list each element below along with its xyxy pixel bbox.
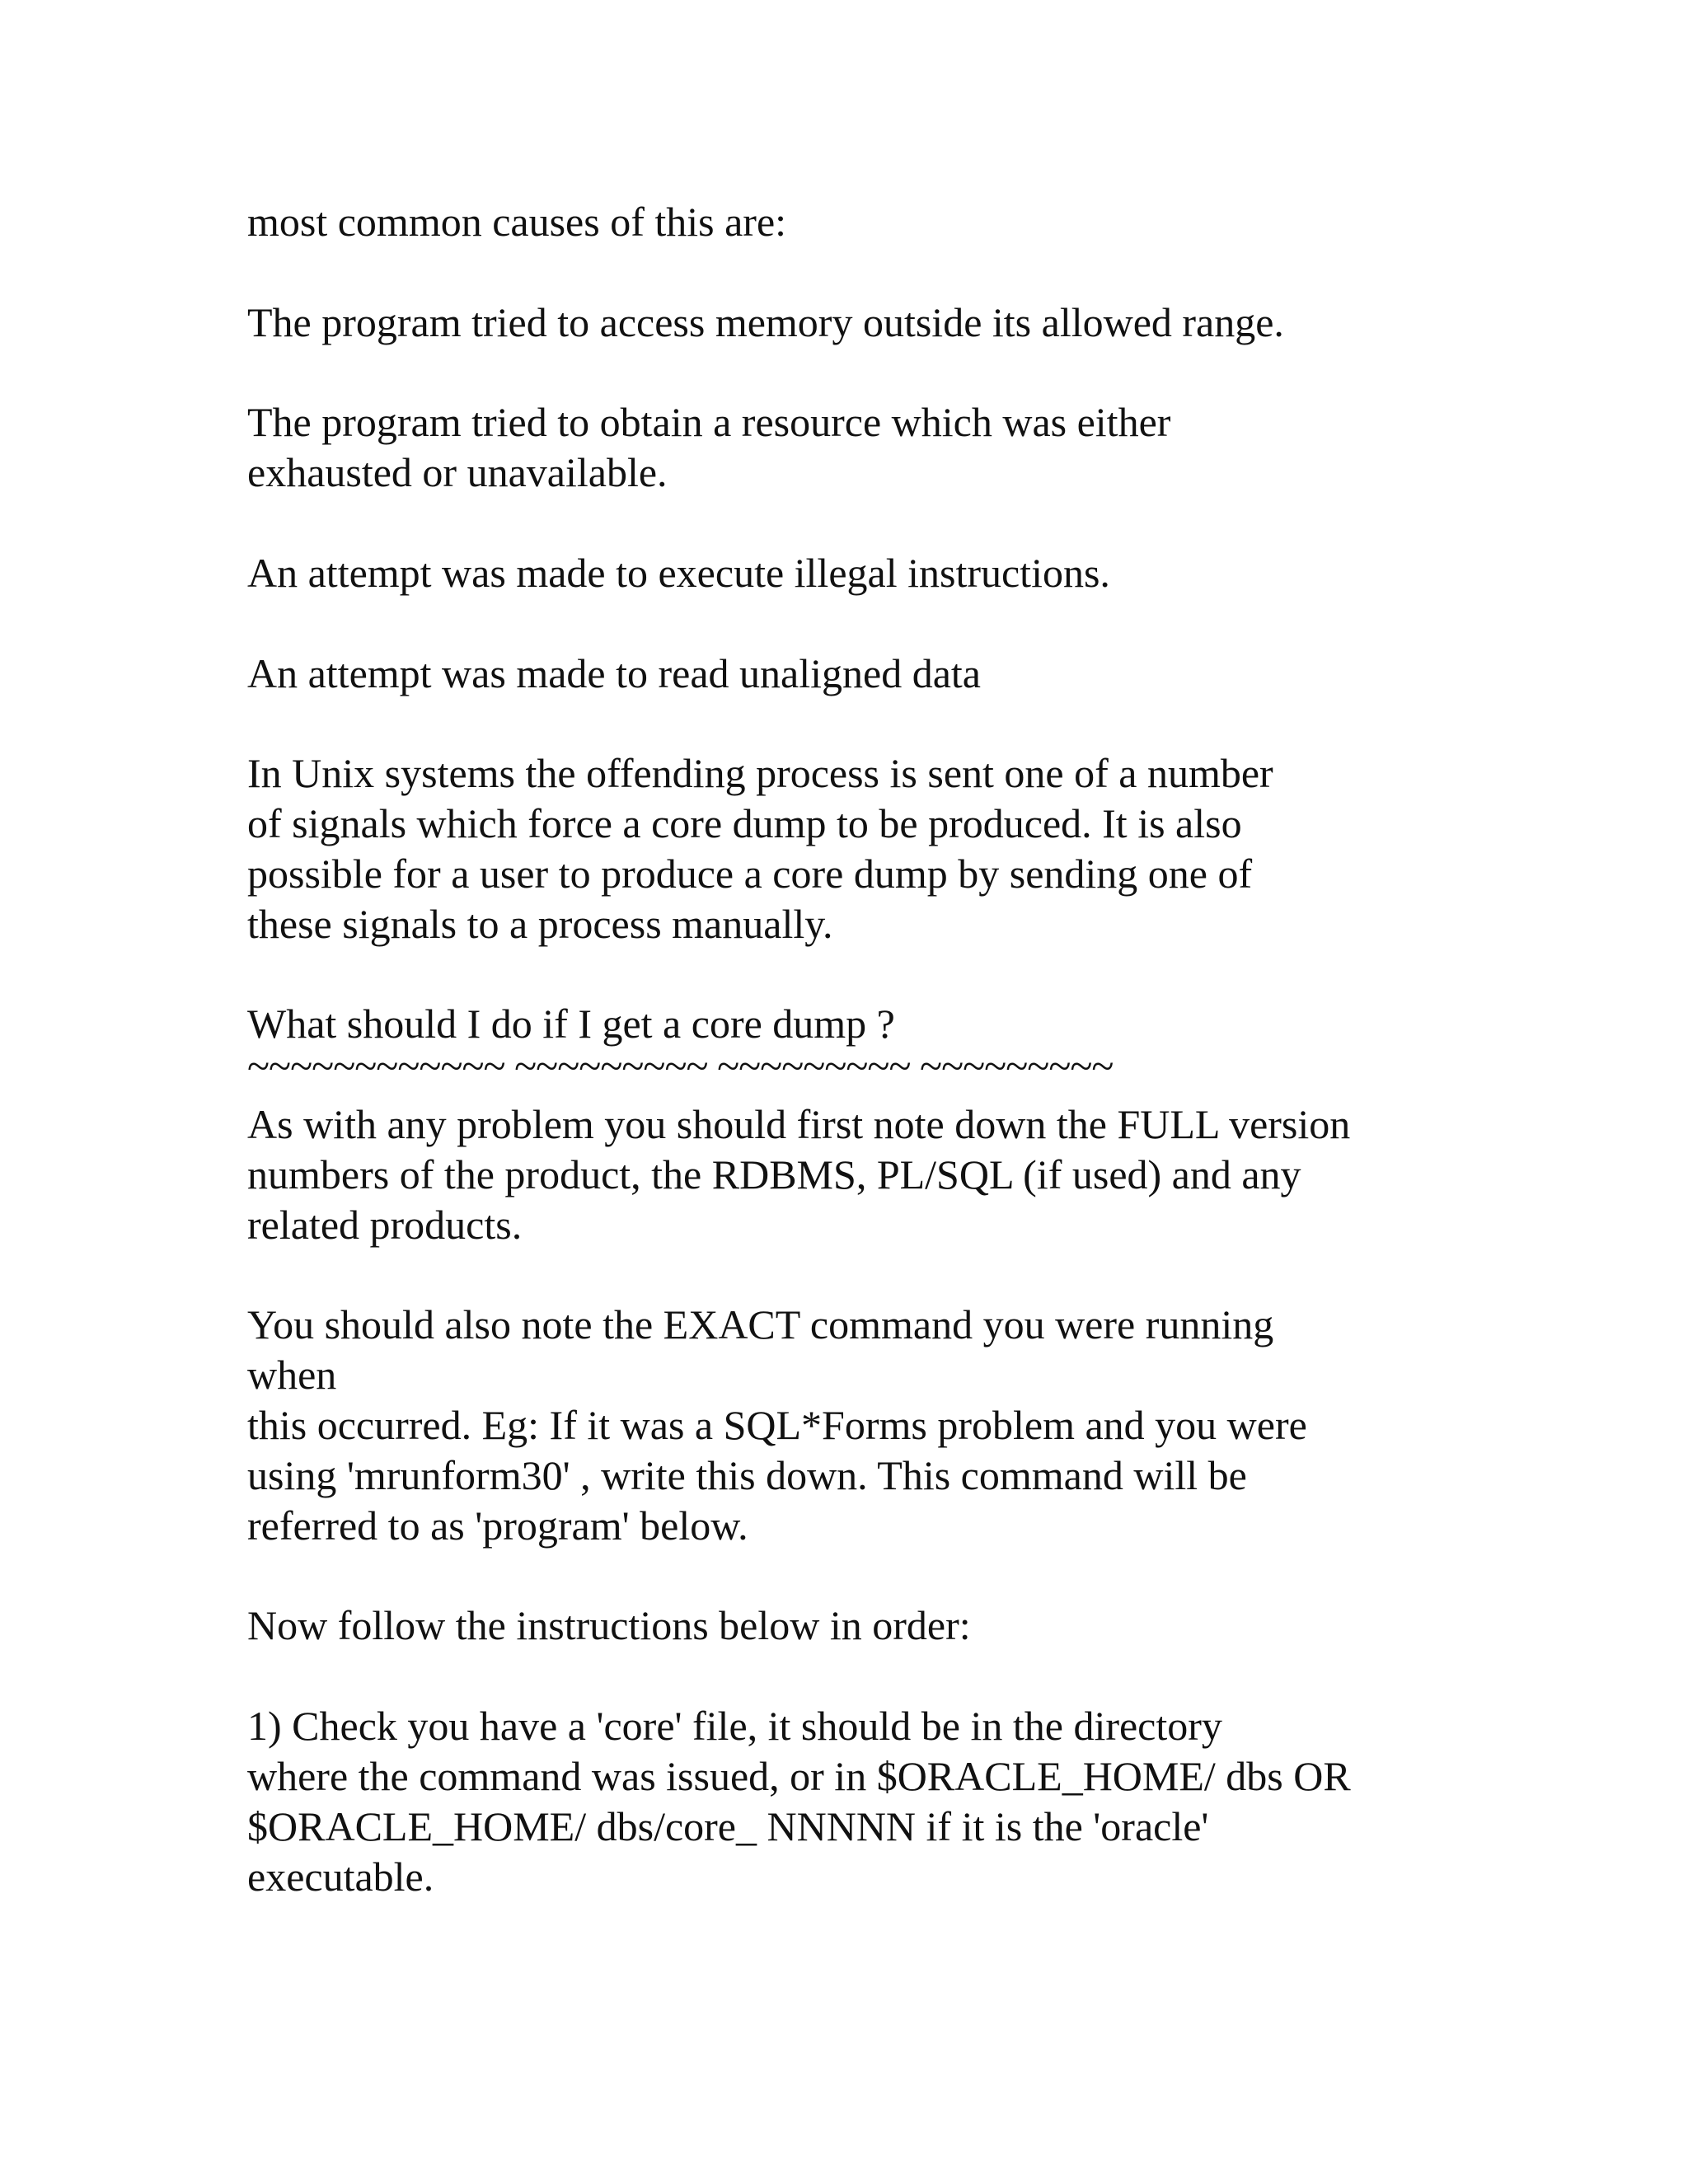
text-line: The program tried to obtain a resource which was either: [247, 399, 1171, 445]
section-heading: What should I do if I get a core dump ?: [247, 1001, 895, 1047]
text-line: exhausted or unavailable.: [247, 449, 668, 495]
text-line: You should also note the EXACT command you were running: [247, 1301, 1274, 1347]
text-line: As with any problem you should first note down the FULL version: [247, 1101, 1351, 1147]
text-line: referred to as 'program' below.: [247, 1502, 748, 1549]
heading-underline: ~~~~~~~~~~~~ ~~~~~~~~~ ~~~~~~~~~ ~~~~~~~~~: [247, 1043, 1114, 1089]
text-line: Now follow the instructions below in order:: [247, 1602, 971, 1648]
text-line: related products.: [247, 1202, 523, 1248]
text-line: The program tried to access memory outside its allowed range.: [247, 299, 1284, 345]
text-line: possible for a user to produce a core dump by sending one of: [247, 851, 1253, 897]
text-line: executable.: [247, 1854, 434, 1900]
text-line: where the command was issued, or in $ORACLE_HOME/ dbs OR: [247, 1753, 1351, 1799]
text-line: of signals which force a core dump to be produced. It is also: [247, 800, 1242, 846]
text-line: these signals to a process manually.: [247, 901, 833, 947]
text-line: In Unix systems the offending process is sent one of a number: [247, 750, 1273, 796]
text-line: 1) Check you have a 'core' file, it should be in the directory: [247, 1703, 1222, 1749]
text-line: $ORACLE_HOME/ dbs/core_ NNNNN if it is the 'oracle': [247, 1803, 1209, 1849]
text-line: An attempt was made to execute illegal instructions.: [247, 550, 1110, 596]
text-line: most common causes of this are:: [247, 199, 787, 245]
text-line: this occurred. Eg: If it was a SQL*Forms problem and you were: [247, 1402, 1307, 1448]
text-line: numbers of the product, the RDBMS, PL/SQL (if used) and any: [247, 1151, 1301, 1197]
text-line: using 'mrunform30' , write this down. This command will be: [247, 1452, 1247, 1498]
text-line: An attempt was made to read unaligned data: [247, 650, 981, 696]
text-line: when: [247, 1352, 337, 1398]
